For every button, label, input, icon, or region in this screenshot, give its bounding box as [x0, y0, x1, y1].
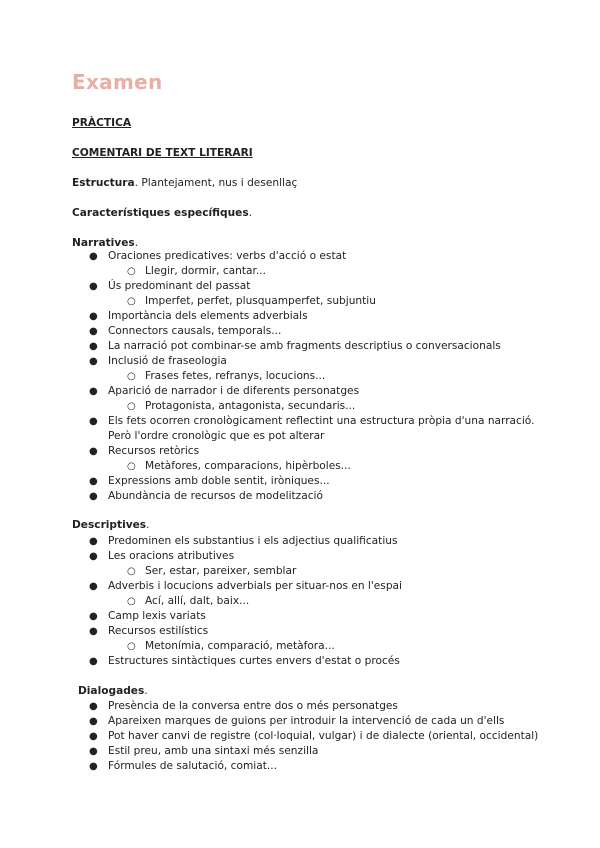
sub-bullet-icon: ○	[127, 371, 136, 382]
narratives-punct: .	[134, 237, 139, 249]
list-item: Aparició de narrador i de diferents personatges	[108, 385, 360, 397]
bullet-icon: ●	[89, 476, 98, 487]
list-item: Importància dels elements adverbials	[108, 310, 308, 322]
bullet-icon: ●	[89, 356, 98, 367]
sub-list-item: Llegir, dormir, cantar...	[145, 265, 267, 277]
bullet-icon: ●	[89, 731, 98, 742]
list-item: Recursos retòrics	[108, 445, 200, 457]
list-item: Expressions amb doble sentit, iròniques...	[108, 475, 330, 487]
bullet-icon: ●	[89, 251, 98, 262]
caracteristiques-line	[72, 206, 252, 221]
dialogades-heading	[78, 684, 148, 699]
heading-comentari: COMENTARI DE TEXT LITERARI	[72, 147, 253, 159]
sub-bullet-icon: ○	[127, 296, 136, 307]
bullet-icon: ●	[89, 416, 98, 427]
bullet-icon: ●	[89, 581, 98, 592]
dialogades-label: Dialogades	[78, 685, 145, 697]
bullet-icon: ●	[89, 656, 98, 667]
bullet-icon: ●	[89, 611, 98, 622]
sub-list-item: Frases fetes, refranys, locucions...	[145, 370, 326, 382]
list-item: Pot haver canvi de registre (col·loquial, vulgar) i de dialecte (oriental, occidental)	[108, 730, 539, 742]
list-item: Inclusió de fraseologia	[108, 355, 227, 367]
bullet-icon: ●	[89, 491, 98, 502]
list-item: Abundància de recursos de modelització	[108, 490, 323, 502]
sub-list-item: Ací, allí, dalt, baix...	[145, 595, 250, 607]
bullet-icon: ●	[89, 341, 98, 352]
list-item: Connectors causals, temporals...	[108, 325, 282, 337]
list-item: Estil preu, amb una sintaxi més senzilla	[108, 745, 319, 757]
bullet-icon: ●	[89, 746, 98, 757]
caracteristiques-label: Característiques específiques	[72, 207, 249, 219]
estructura-line	[72, 176, 297, 191]
sub-bullet-icon: ○	[127, 566, 136, 577]
bullet-icon: ●	[89, 536, 98, 547]
list-item: Adverbis i locucions adverbials per situar-nos en l'espai	[108, 580, 402, 592]
bullet-icon: ●	[89, 761, 98, 772]
bullet-icon: ●	[89, 716, 98, 727]
bullet-icon: ●	[89, 551, 98, 562]
list-item: Estructures sintàctiques curtes envers d'estat o procés	[108, 655, 400, 667]
descriptives-punct: .	[146, 519, 150, 531]
sub-list-item: Metàfores, comparacions, hipèrboles...	[145, 460, 351, 472]
bullet-icon: ●	[89, 386, 98, 397]
bullet-icon: ●	[89, 446, 98, 457]
narratives-label: Narratives	[72, 237, 135, 249]
sub-list-item: Imperfet, perfet, plusquamperfet, subjuntiu	[145, 295, 376, 307]
list-item: Apareixen marques de guions per introduir la intervenció de cada un d'ells	[108, 715, 505, 727]
sub-bullet-icon: ○	[127, 266, 136, 277]
estructura-label: Estructura	[72, 177, 135, 189]
list-item: Presència de la conversa entre dos o més personatges	[108, 700, 398, 712]
list-item: Però l'ordre cronològic que es pot alterar	[108, 430, 325, 442]
bullet-icon: ●	[89, 326, 98, 337]
list-item: Ús predominant del passat	[108, 280, 251, 292]
bullet-icon: ●	[89, 701, 98, 712]
list-item: Predominen els substantius i els adjectius qualificatius	[108, 535, 398, 547]
estructura-text: . Plantejament, nus i desenllaç	[134, 177, 298, 189]
list-item: Oraciones predicatives: verbs d'acció o estat	[108, 250, 347, 262]
sub-bullet-icon: ○	[127, 596, 136, 607]
caracteristiques-punct: .	[248, 207, 252, 219]
list-item: Les oracions atributives	[108, 550, 235, 562]
list-item: Fórmules de salutació, comiat...	[108, 760, 277, 772]
page-title: Examen	[72, 70, 163, 94]
list-item: Recursos estilístics	[108, 625, 209, 637]
sub-list-item: Protagonista, antagonista, secundaris...	[145, 400, 356, 412]
dialogades-punct: .	[144, 685, 148, 697]
bullet-icon: ●	[89, 281, 98, 292]
list-item: La narració pot combinar-se amb fragments descriptius o conversacionals	[108, 340, 501, 352]
list-item: Els fets ocorren cronològicament reflectint una estructura pròpia d'una narració.	[108, 415, 535, 427]
bullet-icon: ●	[89, 626, 98, 637]
heading-practica: PRÀCTICA	[72, 117, 132, 129]
descriptives-heading	[72, 518, 149, 533]
bullet-icon: ●	[89, 311, 98, 322]
sub-bullet-icon: ○	[127, 461, 136, 472]
sub-bullet-icon: ○	[127, 641, 136, 652]
sub-list-item: Ser, estar, pareixer, semblar	[145, 565, 297, 577]
descriptives-label: Descriptives	[72, 519, 147, 531]
list-item: Camp lexis variats	[108, 610, 206, 622]
sub-bullet-icon: ○	[127, 401, 136, 412]
sub-list-item: Metonímia, comparació, metàfora...	[145, 640, 335, 652]
